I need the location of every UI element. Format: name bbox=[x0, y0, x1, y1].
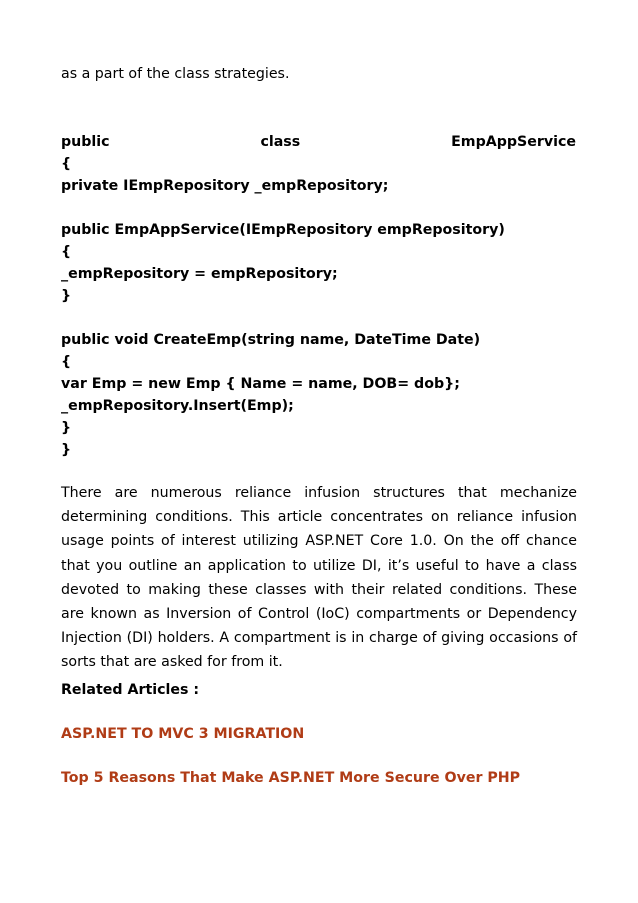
code-line: public EmpAppService(IEmpRepository empRepository) bbox=[61, 222, 505, 238]
code-line: { bbox=[61, 156, 72, 172]
related-link-mvc-migration[interactable]: ASP.NET TO MVC 3 MIGRATION bbox=[61, 726, 305, 742]
related-articles-heading: Related Articles : bbox=[61, 682, 200, 698]
code-line: { bbox=[61, 244, 72, 260]
related-link-aspnet-secure[interactable]: Top 5 Reasons That Make ASP.NET More Secure Over PHP bbox=[61, 770, 521, 786]
code-line: { bbox=[61, 354, 72, 370]
code-line: private IEmpRepository _empRepository; bbox=[61, 178, 389, 194]
code-class-name: EmpAppService bbox=[451, 134, 576, 150]
code-line: var Emp = new Emp { Name = name, DOB= dob}; bbox=[61, 376, 460, 392]
code-line: _empRepository.Insert(Emp); bbox=[61, 398, 294, 414]
code-keyword-public: public bbox=[61, 134, 110, 150]
body-paragraph: There are numerous reliance infusion structures that mechanize determining conditions. This article concentrates on reliance infusion usage points of interest utilizing ASP.NET Core 1.0. On the off chance that you outline an application to utilize DI, it’s useful to have a class devoted to making these classes with their related conditions. These are known as Inversion of Control (IoC) compartments or Dependency Injection (DI) holders. A compartment is in charge of giving occasions of sorts that are asked for from it. bbox=[61, 485, 577, 671]
code-keyword-class: class bbox=[260, 134, 301, 150]
code-line: } bbox=[61, 288, 72, 304]
code-line: } bbox=[61, 420, 72, 436]
intro-text: as a part of the class strategies. bbox=[61, 66, 290, 82]
code-line: public void CreateEmp(string name, DateTime Date) bbox=[61, 332, 481, 348]
code-line: } bbox=[61, 442, 72, 458]
class-declaration bbox=[61, 132, 576, 152]
code-line: _empRepository = empRepository; bbox=[61, 266, 338, 282]
